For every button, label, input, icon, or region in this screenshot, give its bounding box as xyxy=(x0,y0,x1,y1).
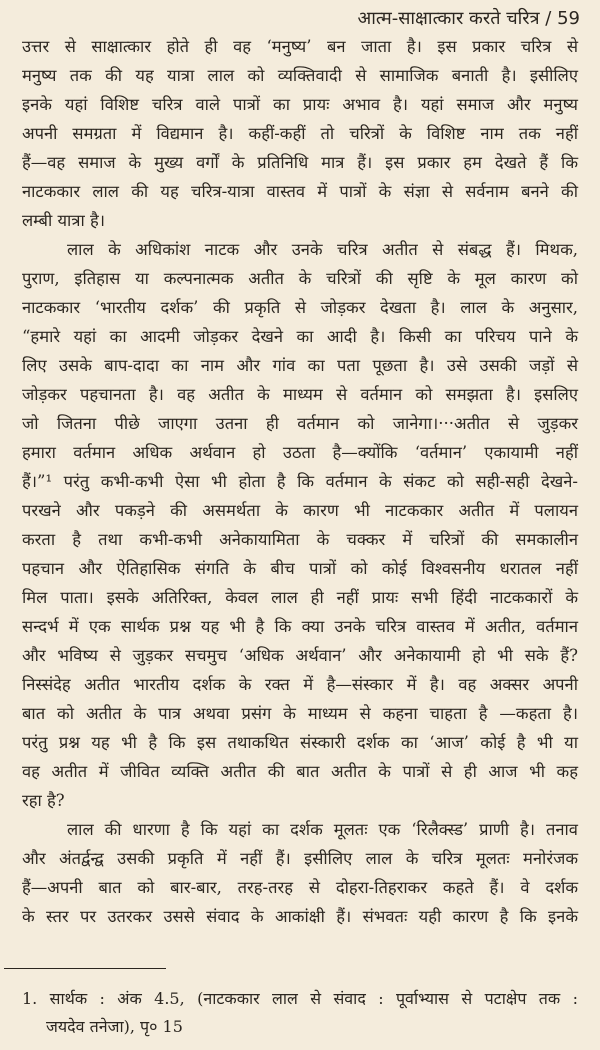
text-line: हमारा वर्तमान अधिक अर्थवान हो उठता है—क्योंकि ‘वर्तमान’ एकायामी नहीं xyxy=(22,443,578,462)
text-line: जो जितना पीछे जाएगा उतना ही वर्तमान को जानेगा।···अतीत से जुड़कर xyxy=(22,414,578,433)
text-line: इनके यहां विशिष्ट चरित्र वाले पात्रों का प्रायः अभाव है। यहां समाज और मनुष्य xyxy=(22,95,578,114)
text-line: हैं—अपनी बात को बार-बार, तरह-तरह से दोहरा-तिहराकर कहते हैं। वे दर्शक xyxy=(22,878,578,897)
text-line: परखने और पकड़ने की असमर्थता के कारण भी नाटककार अतीत में पलायन xyxy=(22,501,578,520)
text-line: जोड़कर पहचानता है। वह अतीत के माध्यम से वर्तमान को समझता है। इसलिए xyxy=(22,385,578,404)
text-line: के स्तर पर उतरकर उससे संवाद के आकांक्षी हैं। संभवतः यही कारण है कि इनके xyxy=(22,907,578,926)
text-line: उत्तर से साक्षात्कार होते ही वह ‘मनुष्य’ बन जाता है। इस प्रकार चरित्र से xyxy=(22,37,578,56)
text-line: हैं—वह समाज के मुख्य वर्गों के प्रतिनिधि मात्र हैं। इस प्रकार हम देखते हैं कि xyxy=(22,153,578,172)
text-line: करता है तथा कभी-कभी अनेकायामिता के चक्कर में चरित्रों की समकालीन xyxy=(22,530,578,549)
footnote xyxy=(22,985,578,1041)
text-line: नाटककार लाल की यह चरित्र-यात्रा वास्तव में पात्रों के संज्ञा से सर्वनाम बनने की xyxy=(22,182,578,201)
text-line: “हमारे यहां का आदमी जोड़कर देखने का आदी है। किसी का परिचय पाने के xyxy=(22,327,578,346)
text-line: और भविष्य से जुड़कर सचमुच ‘अधिक अर्थवान’ और अनेकायामी हो भी सके हैं? xyxy=(22,646,578,665)
text-line: नाटककार ‘भारतीय दर्शक’ की प्रकृति से जोड़कर देखता है। लाल के अनुसार, xyxy=(22,298,578,317)
text-line: निस्संदेह अतीत भारतीय दर्शक के रक्त में है—संस्कार में है। वह अक्सर अपनी xyxy=(22,675,578,694)
body-text xyxy=(22,32,578,931)
text-line: लम्बी यात्रा है। xyxy=(22,211,105,230)
footnote-divider xyxy=(4,968,166,969)
paragraph xyxy=(22,815,578,931)
footnote-line: जयदेव तनेजा), पृ० 15 xyxy=(46,1017,183,1036)
text-line: मिल पाता। इसके अतिरिक्त, केवल लाल ही नहीं प्रायः सभी हिंदी नाटककारों के xyxy=(22,588,578,607)
text-line: लाल की धारणा है कि यहां का दर्शक मूलतः एक ‘रिलैक्स्ड’ प्राणी है। तनाव xyxy=(67,820,578,839)
text-line: परंतु प्रश्न यह भी है कि इस तथाकथित संस्कारी दर्शक का ‘आज’ कोई है भी या xyxy=(22,733,578,752)
text-line: वह अतीत में जीवित व्यक्ति अतीत की बात अतीत के पात्रों से ही आज भी कह xyxy=(22,762,578,781)
text-line: मनुष्य तक की यह यात्रा लाल को व्यक्तिवादी से सामाजिक बनाती है। इसीलिए xyxy=(22,66,578,85)
text-line: रहा है? xyxy=(22,791,65,810)
text-line: लाल के अधिकांश नाटक और उनके चरित्र अतीत से संबद्ध हैं। मिथक, xyxy=(67,240,578,259)
paragraph xyxy=(22,235,578,815)
text-line: लिए उसके बाप-दादा का नाम और गांव का पता पूछता है। उसे उसकी जड़ों से xyxy=(22,356,578,375)
text-line: हैं।”¹ परंतु कभी-कभी ऐसा भी होता है कि वर्तमान के संकट को सही-सही देखने- xyxy=(22,472,578,491)
running-header: आत्म-साक्षात्कार करते चरित्र / 59 xyxy=(357,8,580,29)
text-line: और अंतर्द्वन्द्व उसकी प्रकृति में नहीं हैं। इसीलिए लाल के चरित्र मूलतः मनोरंजक xyxy=(22,849,578,868)
text-line: पुराण, इतिहास या कल्पनात्मक अतीत के चरित्रों की सृष्टि के मूल कारण को xyxy=(22,269,578,288)
paragraph xyxy=(22,32,578,235)
text-line: बात को अतीत के पात्र अथवा प्रसंग के माध्यम से कहना चाहता है —कहता है। xyxy=(22,704,578,723)
text-line: पहचान और ऐतिहासिक संगति के बीच पात्रों को कोई विश्वसनीय धरातल नहीं xyxy=(22,559,578,578)
footnote-line: 1. सार्थक : अंक 4.5, (नाटककार लाल से संवाद : पूर्वाभ्यास से पटाक्षेप तक : xyxy=(22,989,578,1008)
text-line: सन्दर्भ में एक सार्थक प्रश्न यह भी है कि क्या उनके चरित्र वास्तव में अतीत, वर्तमान xyxy=(22,617,578,636)
text-line: अपनी समग्रता में विद्यमान है। कहीं-कहीं तो चरित्रों के विशिष्ट नाम तक नहीं xyxy=(22,124,578,143)
